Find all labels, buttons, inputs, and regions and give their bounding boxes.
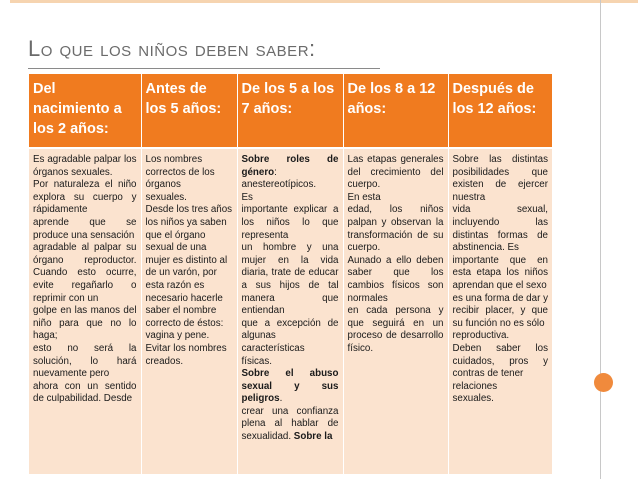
text-segment: : anestereotípicos. Es importante explicar a los niños lo que representa un hombre y una mujer en la vida diaria, trate de educar a sus hijos de tal manera que entiendan que a excepción de algunas características físicas. (241, 166, 339, 367)
slide-title: Lo que los niños deben saber: (28, 36, 316, 61)
body-cell (237, 148, 343, 474)
header-cell: Antes de los 5 años: (141, 74, 237, 148)
bold-text: Sobre roles de género (241, 154, 339, 178)
cell-text: Los nombres correctos de los órganos sexuales. Desde los tres años los niños ya saben que el órgano sexual de una mujer es distinto al de un varón, por esta razón es necesario hacerle saber el nombre correcto de éstos: vagina y pene. Evitar los nombres creados. (145, 154, 233, 367)
header-cell: De los 5 a los 7 años: (237, 74, 343, 148)
body-cell (29, 148, 141, 474)
cell-text: Es agradable palpar los órganos sexuales. Por naturaleza el niño explora su cuerpo y rápidamente aprende que se produce una sensación agradable al palpar su órgano reproductor. Cuando esto ocurre, evite regañarlo o reprimir con un golpe en las manos del niño para que no lo haga; esto no será la solución, lo hará nuevamente pero ahora con un sentido de culpabilidad. Desde (33, 154, 137, 405)
body-cell (141, 148, 237, 474)
content-table (29, 74, 552, 474)
body-cell (448, 148, 552, 474)
title-underline (28, 68, 380, 69)
body-row (29, 148, 552, 474)
cell-text: Las etapas generales del crecimiento del cuerpo. En esta edad, los niños palpan y observan la transformación de su cuerpo. Aunado a ello deben saber que los cambios físicos son normales en cada persona y que seguirá en un proceso de desarrollo físico. (347, 154, 444, 354)
right-divider-line (600, 0, 601, 479)
text-segment: . crear una confianza plena al hablar de sexualidad. (241, 393, 339, 443)
header-cell: De los 8 a 12 años: (343, 74, 448, 148)
cell-text: Sobre las distintas posibilidades que existen de ejercer nuestra vida sexual, incluyendo las distintas formas de abstinencia. Es importante que en esta etapa los niños aprendan que el sexo es una forma de dar y recibir placer, y que su función no es sólo reproductiva. Deben saber los cuidados, pros y contras de tener relaciones sexuales. (452, 154, 548, 405)
header-cell: Del nacimiento a los 2 años: (29, 74, 141, 148)
bold-text: Sobre el abuso sexual y sus peligros (241, 368, 339, 405)
header-row (29, 74, 552, 148)
body-cell (343, 148, 448, 474)
cell-text (242, 154, 339, 444)
left-margin (0, 0, 10, 479)
top-accent-band (0, 0, 638, 3)
header-cell: Después de los 12 años: (448, 74, 552, 148)
decorative-circle (594, 373, 613, 392)
bold-text: Sobre la (293, 431, 333, 443)
